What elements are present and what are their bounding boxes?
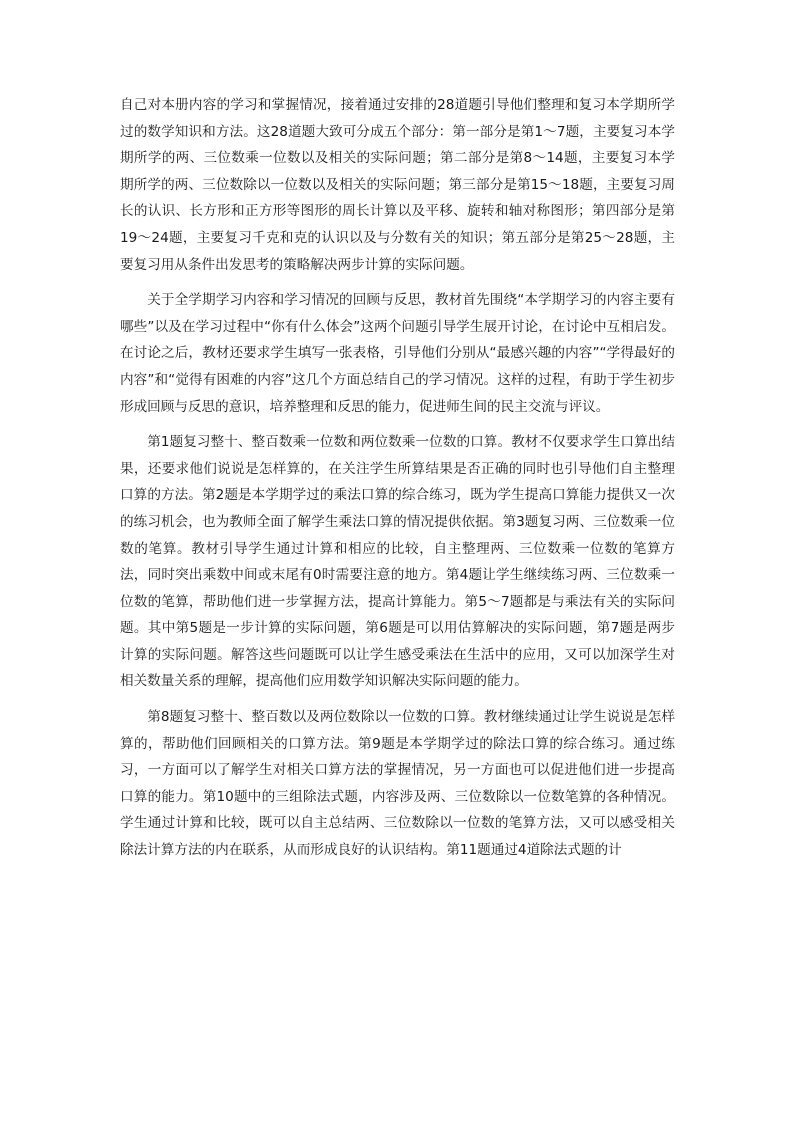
paragraph-1: 自己对本册内容的学习和掌握情况，接着通过安排的28道题引导他们整理和复习本学期所学过的数学知识和方法。这28道题大致可分成五个部分：第一部分是第1～7题，主要复习本学期所学的两、三位数乘一位数以及相关的实际问题；第二部分是第8～14题，主要复习本学期所学的两、三位数除以一位数以及相关的实际问题；第三部分是第15～18题，主要复习周长的认识、长方形和正方形等图形的周长计算以及平移、旋转和轴对称图形；第四部分是第19～24题，主要复习千克和克的认识以及与分数有关的知识；第五部分是第25～28题，主要复习用从条件出发思考的策略解决两步计算的实际问题。 — [120, 97, 675, 273]
document-body — [120, 92, 675, 873]
paragraph-3: 第1题复习整十、整百数乘一位数和两位数乘一位数的口算。教材不仅要求学生口算出结果，还要求他们说说是怎样算的，在关注学生所算结果是否正确的同时也引导他们自主整理口算的方法。第2题是本学期学过的乘法口算的综合练习，既为学生提高口算能力提供又一次的练习机会，也为教师全面了解学生乘法口算的情况提供依据。第3题复习两、三位数乘一位数的笔算。教材引导学生通过计算和相应的比较，自主整理两、三位数乘一位数的笔算方法，同时突出乘数中间或末尾有0时需要注意的地方。第4题让学生继续练习两、三位数乘一位数的笔算，帮助他们进一步掌握方法，提高计算能力。第5～7题都是与乘法有关的实际问题。其中第5题是一步计算的实际问题，第6题是可以用估算解决的实际问题，第7题是两步计算的实际问题。解答这些问题既可以让学生感受乘法在生活中的应用，又可以加深学生对相关数量关系的理解，提高他们应用数学知识解决实际问题的能力。 — [120, 434, 675, 690]
paragraph-4: 第8题复习整十、整百数以及两位数除以一位数的口算。教材继续通过让学生说说是怎样算的，帮助他们回顾相关的口算方法。第9题是本学期学过的除法口算的综合练习。通过练习，一方面可以了解学生对相关口算方法的掌握情况，另一方面也可以促进他们进一步提高口算的能力。第10题中的三组除法式题，内容涉及两、三位数除以一位数笔算的各种情况。学生通过计算和比较，既可以自主总结两、三位数除以一位数的笔算方法，又可以感受相关除法计算方法的内在联系，从而形成良好的认识结构。第11题通过4道除法式题的计 — [120, 709, 675, 859]
paragraph-2: 关于全学期学习内容和学习情况的回顾与反思，教材首先围绕“本学期学习的内容主要有哪些”以及在学习过程中“你有什么体会”这两个问题引导学生展开讨论，在讨论中互相启发。在讨论之后，教材还要求学生填写一张表格，引导他们分别从“最感兴趣的内容”“学得最好的内容”和“觉得有困难的内容”这几个方面总结自己的学习情况。这样的过程，有助于学生初步形成回顾与反思的意识，培养整理和反思的能力，促进师生间的民主交流与评议。 — [120, 292, 675, 415]
